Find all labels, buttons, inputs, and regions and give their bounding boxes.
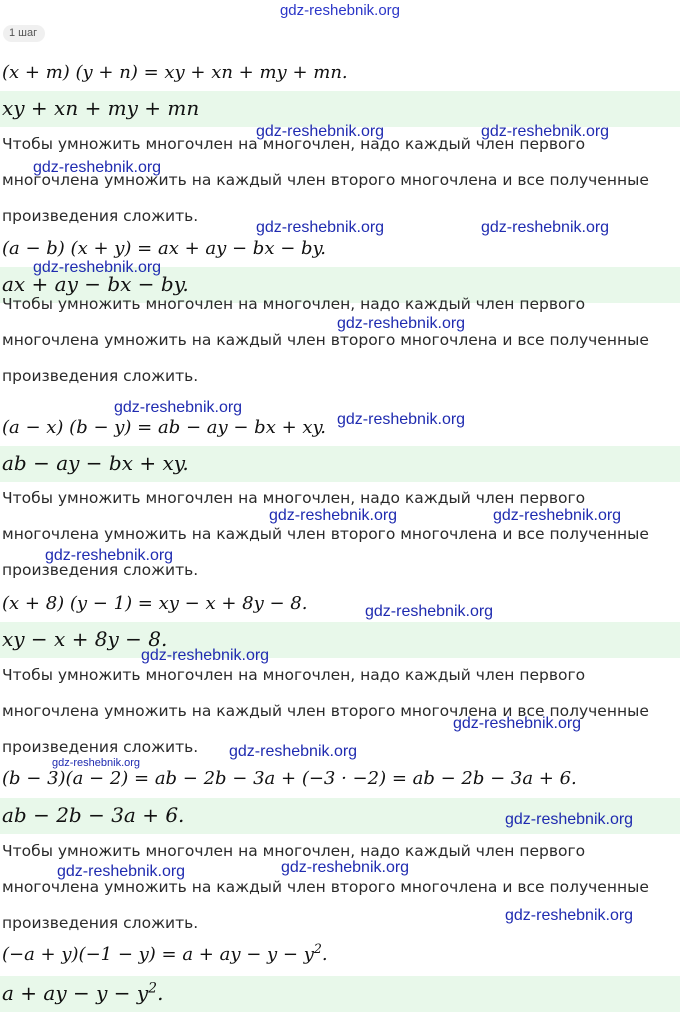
explanation-line: произведения сложить.	[2, 738, 199, 756]
equation: (a − x) (b − y) = ab − ay − bx + xy.	[2, 417, 327, 438]
watermark: gdz-reshebnik.org	[453, 715, 582, 732]
explanation-line: произведения сложить.	[2, 914, 199, 932]
watermark: gdz-reshebnik.org	[337, 315, 466, 332]
answer: ab − ay − bx + xy.	[2, 451, 189, 475]
explanation-line: Чтобы умножить многочлен на многочлен, надо каждый член первого	[2, 135, 586, 153]
explanation-line: произведения сложить.	[2, 367, 199, 385]
watermark: gdz-reshebnik.org	[337, 411, 466, 428]
equation: (x + m) (y + n) = xy + xn + my + mn.	[2, 62, 348, 83]
watermark: gdz-reshebnik.org	[33, 159, 162, 176]
equation: (x + 8) (y − 1) = xy − x + 8y − 8.	[2, 593, 308, 614]
answer-tail: .	[157, 981, 164, 1005]
equation	[2, 941, 328, 965]
watermark: gdz-reshebnik.org	[45, 547, 174, 564]
watermark: gdz-reshebnik.org	[269, 507, 398, 524]
answer: ax + ay − bx − by.	[2, 272, 189, 296]
watermark: gdz-reshebnik.org	[114, 399, 243, 416]
explanation-line: многочлена умножить на каждый член второго многочлена и все полученные	[2, 171, 649, 189]
explanation-line: Чтобы умножить многочлен на многочлен, надо каждый член первого	[2, 842, 586, 860]
explanation-line: Чтобы умножить многочлен на многочлен, надо каждый член первого	[2, 295, 586, 313]
watermark: gdz-reshebnik.org	[481, 123, 610, 140]
explanation-line: многочлена умножить на каждый член второго многочлена и все полученные	[2, 331, 649, 349]
explanation-line: многочлена умножить на каждый член второго многочлена и все полученные	[2, 702, 649, 720]
watermark: gdz-reshebnik.org	[505, 811, 634, 828]
answer: xy − x + 8y − 8.	[2, 627, 168, 651]
explanation	[2, 293, 678, 401]
watermark: gdz-reshebnik.org	[256, 123, 385, 140]
watermark: gdz-reshebnik.org	[33, 259, 162, 276]
watermark: gdz-reshebnik.org	[256, 219, 385, 236]
answer-exponent: 2	[148, 980, 158, 997]
watermark: gdz-reshebnik.org	[493, 507, 622, 524]
equation-exponent: 2	[313, 941, 322, 956]
explanation-line: Чтобы умножить многочлен на многочлен, надо каждый член первого	[2, 489, 586, 507]
equation: (a − b) (x + y) = ax + ay − bx − by.	[2, 238, 327, 259]
answer	[2, 981, 163, 1005]
explanation-line: произведения сложить.	[2, 207, 199, 225]
watermark: gdz-reshebnik.org	[57, 863, 186, 880]
answer: xy + xn + my + mn	[2, 96, 200, 120]
answer-main: a + ay − y − y	[2, 981, 149, 1005]
watermark: gdz-reshebnik.org	[365, 603, 494, 620]
watermark: gdz-reshebnik.org	[505, 907, 634, 924]
explanation	[2, 840, 678, 948]
watermark: gdz-reshebnik.org	[141, 647, 270, 664]
equation-main: (−a + y)(−1 − y) = a + ay − y − y	[2, 944, 314, 965]
equation: (b − 3)(a − 2) = ab − 2b − 3a + (−3 · −2) = ab − 2b − 3a + 6.	[2, 768, 577, 789]
equation-tail: .	[321, 944, 328, 965]
explanation-line: многочлена умножить на каждый член второго многочлена и все полученные	[2, 525, 649, 543]
step-badge: 1 шаг	[3, 25, 45, 42]
watermark: gdz-reshebnik.org	[281, 859, 410, 876]
explanation	[2, 487, 678, 595]
answer: ab − 2b − 3a + 6.	[2, 803, 185, 827]
explanation-line: произведения сложить.	[2, 561, 199, 579]
explanation-line: многочлена умножить на каждый член второго многочлена и все полученные	[2, 878, 649, 896]
site-title[interactable]: gdz-reshebnik.org	[279, 2, 401, 19]
watermark: gdz-reshebnik.org	[481, 219, 610, 236]
watermark: gdz-reshebnik.org	[52, 757, 141, 769]
explanation-line: Чтобы умножить многочлен на многочлен, надо каждый член первого	[2, 666, 586, 684]
watermark: gdz-reshebnik.org	[229, 743, 358, 760]
